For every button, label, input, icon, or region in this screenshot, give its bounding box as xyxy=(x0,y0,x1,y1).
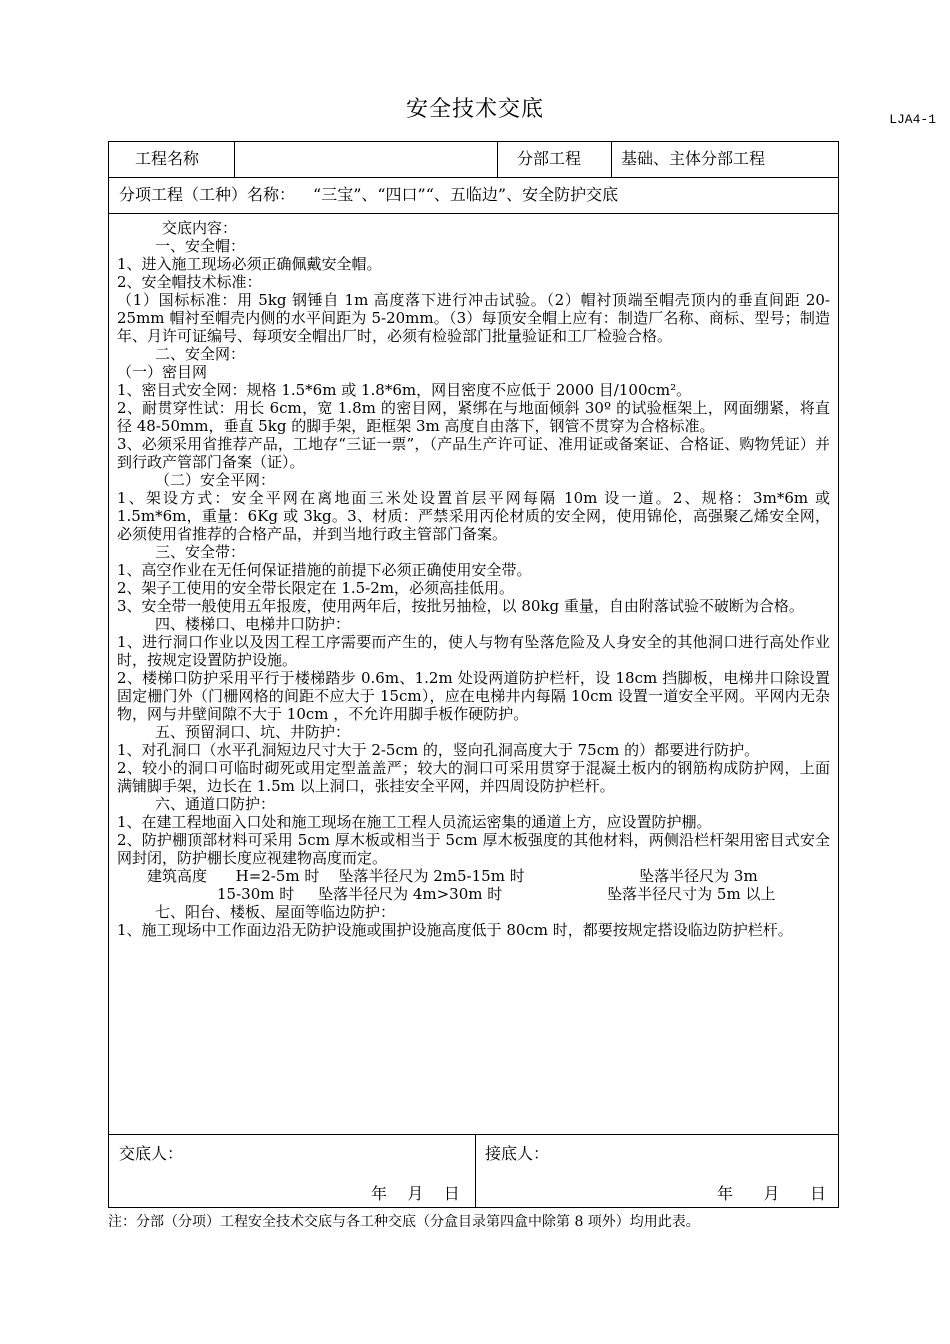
item-value: “三宝”、“四口”“、五临边”、安全防护交底 xyxy=(313,185,619,204)
receiver-label: 接底人： xyxy=(485,1144,550,1163)
briefing-content xyxy=(117,219,830,939)
content-paragraph: 3、安全带一般使用五年报废，使用两年后，按批另抽检，以 80kg 重量，自由附落试验不破断为合格。 xyxy=(117,597,804,615)
content-paragraph: 2、防护棚顶部材料可采用 5cm 厚木板或相当于 5cm 厚木板强度的其他材料，两侧沿栏杆架用密目式安全网封闭，防护棚长度应视建物高度而定。 xyxy=(117,831,830,867)
content-paragraph: （1）国标标准：用 5kg 钢锤自 1m 高度落下进行冲击试验。（2）帽衬顶端至帽壳顶内的垂直间距 20-25mm 帽衬至帽壳内侧的水平间距为 5-20mm。（3）每顶安全帽上应有：制造厂名称、商标、型号；制造年、月许可证编号、每项安全帽出厂时，必须有检验部门批量验证和工厂检验合格。 xyxy=(117,291,830,345)
content-line: 1、密目式安全网：规格 1.5*6m 或 1.8*6m，网目密度不应低于 2000 目/100cm²。 xyxy=(117,381,692,399)
section-heading: 七、阳台、楼板、屋面等临边防护： xyxy=(155,903,396,921)
document-title: 安全技术交底 xyxy=(405,97,544,122)
row-divider xyxy=(109,177,838,178)
content-paragraph: 2、耐贯穿性试：用长 6cm，宽 1.8m 的密目网，紧绑在与地面倾斜 30º 的试验框架上，网面绷紧，将直径 48-50mm，垂直 5kg 的脚手架，距框架 3m 高度自由落下，钢管不贯穿为合格标准。 xyxy=(117,399,830,435)
content-line: （一）密目网 xyxy=(117,363,208,381)
item-label: 分项工程（工种）名称： xyxy=(119,185,296,204)
row-divider xyxy=(109,1134,838,1135)
col-divider xyxy=(234,142,235,177)
section-heading: 五、预留洞口、坑、井防护： xyxy=(155,723,351,741)
content-line: 2、架子工使用的安全带长限定在 1.5-2m，必须高挂低用。 xyxy=(117,579,515,597)
giver-date: 年 月 日 xyxy=(371,1184,460,1203)
receiver-date: 年 月 日 xyxy=(717,1184,827,1203)
content-line: 1、在建工程地面入口处和施工现场在施工工程人员流运密集的通道上方，应设置防护棚。 xyxy=(117,813,712,831)
section-heading: 六、通道口防护： xyxy=(155,795,276,813)
section-heading: 三、安全带： xyxy=(155,543,246,561)
col-divider xyxy=(611,142,612,177)
section-heading: 四、楼梯口、电梯井口防护： xyxy=(155,615,351,633)
content-line: 2、安全帽技术标准： xyxy=(117,273,262,291)
content-paragraph: 2、较小的洞口可临时砌死或用定型盖盖严；较大的洞口可采用贯穿于混凝土板内的钢筋构成防护网，上面满铺脚手架，边长在 1.5m 以上洞口，张挂安全平网，并四周设防护栏杆。 xyxy=(117,759,830,795)
content-line: 1、进入施工现场必须正确佩戴安全帽。 xyxy=(117,255,382,273)
height-table-line: 15-30m 时 坠落半径尺为 4m>30m 时 坠落半径尺寸为 5m 以上 xyxy=(217,885,776,903)
content-paragraph: 3、必须采用省推荐产品，工地存“三证一票”，（产品生产许可证、准用证或备案证、合格证、购物凭证）并到行政产管部门备案（证）。 xyxy=(117,435,830,471)
content-heading: 交底内容： xyxy=(162,219,238,237)
content-line: 1、高空作业在无任何保证措施的前提下必须正确使用安全带。 xyxy=(117,561,532,579)
section-heading: 一、安全帽： xyxy=(155,237,246,255)
form-table xyxy=(108,141,839,1208)
section-heading: 二、安全网： xyxy=(155,345,246,363)
item-row xyxy=(119,185,618,205)
giver-label: 交底人： xyxy=(119,1144,184,1163)
content-paragraph: 2、楼梯口防护采用平行于楼梯踏步 0.6m、1.2m 处设两道防护栏杆，设 18cm 挡脚板，电梯井口除设置固定栅门外（门栅网格的间距不应大于 15cm），应在电梯井内每隔 10cm 设置一道安全平网。平网内无杂物，网与井壁间隙不大于 10cm ，不允许用脚手板作硬防护。 xyxy=(117,669,830,723)
content-paragraph: 1、施工现场中工作面边沿无防护设施或围护设施高度低于 80cm 时，都要按规定搭设临边防护栏杆。 xyxy=(117,921,793,939)
col-divider xyxy=(475,1134,476,1208)
content-paragraph: 1、进行洞口作业以及因工程工序需要而产生的，使人与物有坠落危险及人身安全的其他洞口进行高处作业时，按规定设置防护设施。 xyxy=(117,633,830,669)
section-value: 基础、主体分部工程 xyxy=(621,149,766,168)
content-paragraph: 1、对孔洞口（水平孔洞短边尺寸大于 2-5cm 的，竖向孔洞高度大于 75cm 的）都要进行防护。 xyxy=(117,741,760,759)
section-label: 分部工程 xyxy=(517,149,582,168)
height-table-line: 建筑高度 H=2-5m 时 坠落半径尺为 2m5-15m 时 坠落半径尺为 3m xyxy=(147,867,758,885)
project-name-label: 工程名称 xyxy=(135,149,200,168)
row-divider xyxy=(109,213,838,214)
content-paragraph: 1、架设方式：安全平网在离地面三米处设置首层平网每隔 10m 设一道。2、规格：3m*6m 或 1.5m*6m，重量：6Kg 或 3kg。3、材质：严禁采用丙伦材质的安全网，使用锦伦，高强聚乙烯安全网，必须使用省推荐的合格产品，并到当地行政主管部门备案。 xyxy=(117,489,831,543)
form-code: LJA4-1 xyxy=(889,112,936,127)
col-divider xyxy=(497,142,498,177)
footnote: 注：分部（分项）工程安全技术交底与各工种交底（分盒目录第四盒中除第 8 项外）均用此表。 xyxy=(108,1214,700,1230)
section-heading: （二）安全平网： xyxy=(155,471,276,489)
